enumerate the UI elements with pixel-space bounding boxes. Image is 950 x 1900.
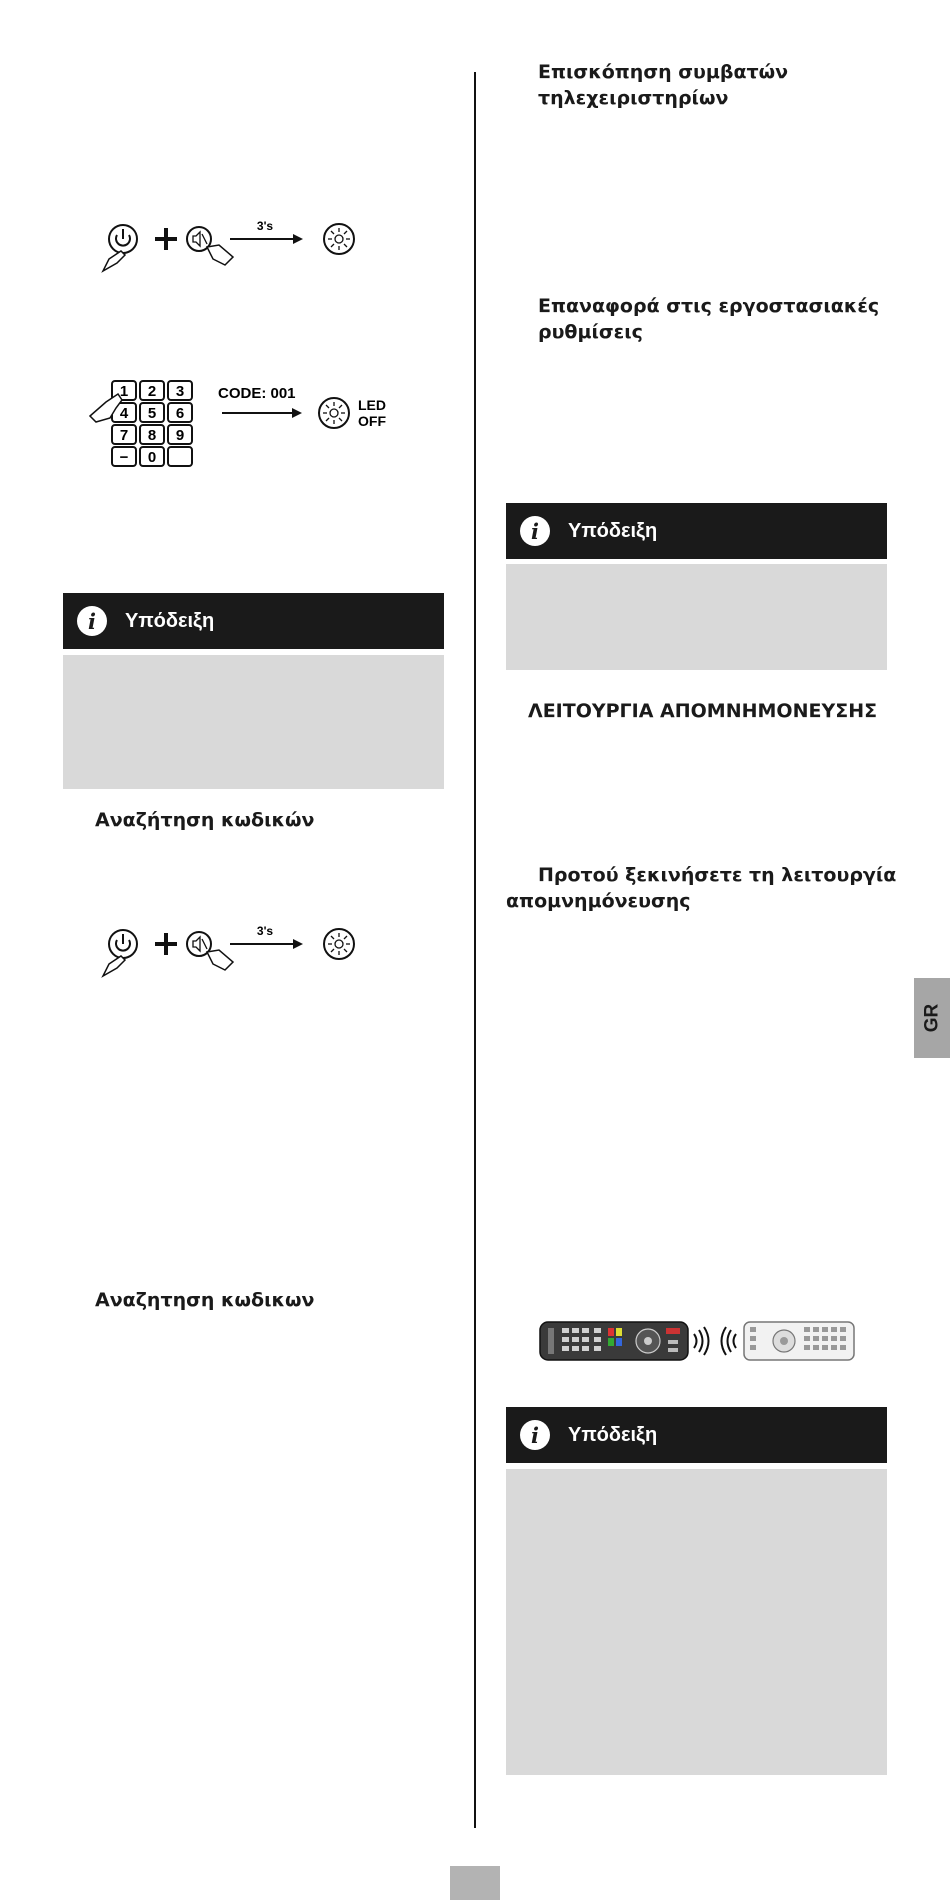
power-button-icon bbox=[103, 930, 137, 976]
hold-time-label: 3's bbox=[256, 219, 274, 233]
remote-learning-illustration bbox=[538, 1318, 858, 1364]
led-on-icon bbox=[324, 929, 354, 959]
keypad-key: 9 bbox=[175, 427, 185, 444]
tip-header bbox=[506, 503, 887, 559]
led-label-line1: LED bbox=[358, 397, 386, 413]
keypad-code-diagram bbox=[88, 378, 398, 470]
section-heading-overview-line1: Επισκόπηση συμβατών bbox=[538, 61, 789, 83]
arrow-icon bbox=[230, 939, 303, 949]
mute-button-icon bbox=[187, 227, 233, 265]
plus-icon bbox=[155, 933, 177, 955]
power-mute-diagram-2 bbox=[95, 920, 365, 985]
tip-header bbox=[63, 593, 444, 649]
keypad-diagram-art bbox=[88, 378, 398, 470]
power-mute-diagram bbox=[95, 215, 365, 280]
tip-label: Υπόδειξη bbox=[125, 609, 215, 632]
info-icon: i bbox=[77, 606, 107, 636]
info-icon: i bbox=[520, 516, 550, 546]
tip-body bbox=[506, 564, 887, 670]
keypad-key: 4 bbox=[119, 405, 129, 422]
section-heading-search-codes-2: Αναζητηση κωδικων bbox=[95, 1289, 315, 1311]
keypad-key: 2 bbox=[147, 383, 157, 400]
info-icon: i bbox=[520, 1420, 550, 1450]
signal-waves-icon bbox=[694, 1327, 736, 1355]
keypad-key: 5 bbox=[147, 405, 157, 422]
language-tab-label: GR bbox=[921, 1003, 942, 1033]
section-heading-before-line1: Προτού ξεκινήσετε τη λειτουργία bbox=[538, 864, 897, 886]
led-label-line2: OFF bbox=[358, 413, 386, 429]
tip-label: Υπόδειξη bbox=[568, 1423, 658, 1446]
section-heading-reset-line1: Επαναφορά στις εργοστασιακές bbox=[538, 295, 880, 317]
keypad-key: 8 bbox=[147, 427, 157, 444]
section-heading-before-line2: απομνημόνευσης bbox=[506, 890, 691, 912]
tip-header bbox=[506, 1407, 887, 1463]
code-label: CODE: 001 bbox=[218, 385, 296, 402]
keypad-key: 3 bbox=[175, 383, 185, 400]
page-number-box bbox=[450, 1866, 500, 1900]
arrow-icon bbox=[222, 408, 302, 418]
tip-body bbox=[63, 655, 444, 789]
section-heading-overview-line2: τηλεχειριστηρίων bbox=[538, 87, 729, 109]
keypad-key: 0 bbox=[147, 449, 157, 466]
tip-label: Υπόδειξη bbox=[568, 519, 658, 542]
section-heading-learning-mode: ΛΕΙΤΟΥΡΓΙΑ ΑΠΟΜΝΗΜΟΝΕΥΣΗΣ bbox=[528, 700, 878, 722]
hold-time-label: 3's bbox=[256, 924, 274, 938]
keypad-key: 7 bbox=[119, 427, 129, 444]
keypad-key: 1 bbox=[119, 383, 129, 400]
section-heading-search-codes: Αναζήτηση κωδικών bbox=[95, 809, 315, 831]
mute-button-icon bbox=[187, 932, 233, 970]
led-on-icon bbox=[324, 224, 354, 254]
tip-body bbox=[506, 1469, 887, 1775]
language-tab bbox=[914, 978, 950, 1058]
arrow-icon bbox=[230, 234, 303, 244]
led-icon bbox=[319, 398, 349, 428]
keypad-key: 6 bbox=[175, 405, 185, 422]
original-remote-icon bbox=[744, 1322, 854, 1360]
keypad-key: − bbox=[119, 449, 129, 466]
column-divider bbox=[474, 72, 476, 1828]
plus-icon bbox=[155, 228, 177, 250]
section-heading-reset-line2: ρυθμίσεις bbox=[538, 321, 643, 343]
universal-remote-icon bbox=[540, 1322, 688, 1360]
power-button-icon bbox=[103, 225, 137, 271]
